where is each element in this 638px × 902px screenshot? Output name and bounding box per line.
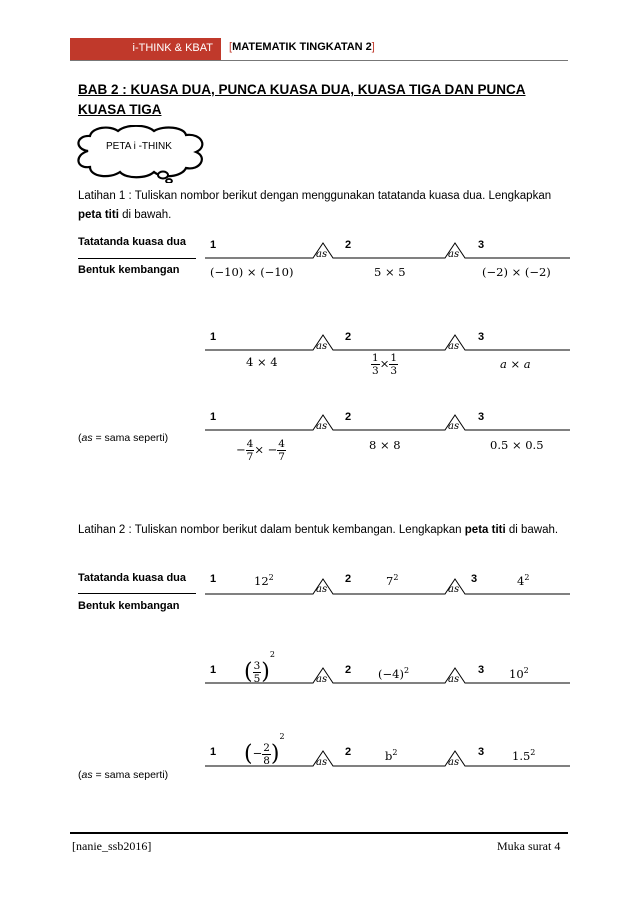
square-notation xyxy=(512,748,535,763)
left-paren: ( xyxy=(244,659,253,685)
bridge-num-2: 2 xyxy=(345,239,352,251)
instruction-tail: di bawah. xyxy=(505,524,559,536)
as-relating-factor: as xyxy=(316,341,328,352)
square-fraction-notation xyxy=(244,732,285,767)
as-relating-factor: as xyxy=(316,584,328,595)
bridge-num-3: 3 xyxy=(471,573,478,585)
square-notation xyxy=(385,748,397,763)
bridge-num-1: 1 xyxy=(210,573,217,585)
fraction xyxy=(277,438,286,463)
exercise2-instruction xyxy=(78,521,568,540)
bridge-line xyxy=(205,412,570,432)
note-text: = sama seperti) xyxy=(92,769,169,781)
header-badge xyxy=(70,38,221,60)
exponent: 2 xyxy=(269,650,275,659)
left-paren: ( xyxy=(244,741,253,767)
ex2-label-divider xyxy=(78,593,196,594)
bridge-num-1: 1 xyxy=(210,239,217,251)
bridge-num-2: 2 xyxy=(345,573,352,585)
bridge-num-3: 3 xyxy=(478,746,485,758)
header-subject xyxy=(229,41,375,53)
footer-author: [nanie_ssb2016] xyxy=(72,839,152,853)
open-bracket: [ xyxy=(229,41,233,53)
expansion-value: (−2) × (−2) xyxy=(482,265,551,279)
fraction xyxy=(253,660,262,685)
expansion-value: 0.5 × 0.5 xyxy=(490,438,544,452)
paren: ( xyxy=(78,432,82,444)
exponent: 2 xyxy=(393,573,399,582)
exponent: 2 xyxy=(279,732,285,741)
as-footnote xyxy=(78,432,168,444)
base: b xyxy=(385,748,393,763)
square-notation xyxy=(517,573,529,588)
bridge-line xyxy=(205,332,570,352)
square-notation xyxy=(509,666,529,681)
minus-sign: − xyxy=(252,746,263,760)
numerator: 1 xyxy=(372,352,379,364)
bridge-num-2: 2 xyxy=(345,411,352,423)
as-italic: as xyxy=(81,769,93,781)
right-paren: ) xyxy=(270,741,280,767)
base: (−4) xyxy=(378,666,404,681)
bridge-num-1: 1 xyxy=(210,411,217,423)
denominator: 5 xyxy=(253,672,261,685)
expansion-fraction-product: $\frac{1}{3}$ × $\frac{1}{3}$ xyxy=(372,352,398,377)
numerator: 4 xyxy=(278,438,285,450)
subject-text: MATEMATIK TINGKATAN 2 xyxy=(232,41,372,53)
bridge-num-2: 2 xyxy=(345,664,352,676)
denominator: 8 xyxy=(263,754,270,767)
denominator: 7 xyxy=(278,451,285,463)
base: 10 xyxy=(509,666,524,681)
as-footnote xyxy=(78,769,168,781)
ex1-label-notation: Tatatanda kuasa dua xyxy=(78,236,186,248)
bridge-num-3: 3 xyxy=(478,331,485,343)
square-fraction-notation xyxy=(244,650,275,685)
right-paren: ) xyxy=(261,659,270,685)
bridge-num-3: 3 xyxy=(478,664,485,676)
cloud-label: PETA i -THINK xyxy=(106,141,172,152)
base: 1.5 xyxy=(512,748,531,763)
denominator: 3 xyxy=(372,365,379,377)
denominator: 3 xyxy=(390,365,398,377)
as-relating-factor: as xyxy=(316,421,328,432)
expansion-value: 5 × 5 xyxy=(374,265,406,279)
bridge-num-1: 1 xyxy=(210,331,217,343)
numerator: 1 xyxy=(390,352,398,364)
as-relating-factor: as xyxy=(448,249,460,260)
instruction-text: Latihan 1 : Tuliskan nombor berikut dengan menggunakan tatatanda kuasa dua. Lengkapkan xyxy=(78,190,552,202)
denominator: 7 xyxy=(246,451,254,463)
as-relating-factor: as xyxy=(448,674,460,685)
header-divider xyxy=(70,60,568,61)
paren: ( xyxy=(78,769,82,781)
exponent: 2 xyxy=(268,573,274,582)
footer-divider xyxy=(70,832,568,834)
square-notation xyxy=(378,666,409,681)
bridge-num-1: 1 xyxy=(210,664,217,676)
as-relating-factor: as xyxy=(448,757,460,768)
instruction-tail: di bawah. xyxy=(118,209,172,221)
instruction-bold: peta titi xyxy=(78,209,119,221)
bridge-num-3: 3 xyxy=(478,411,485,423)
bridge-num-3: 3 xyxy=(478,239,485,251)
as-relating-factor: as xyxy=(448,584,460,595)
exponent: 2 xyxy=(530,748,536,757)
ex1-label-expansion: Bentuk kembangan xyxy=(78,264,180,276)
as-relating-factor: as xyxy=(316,757,328,768)
bridge-num-2: 2 xyxy=(345,746,352,758)
expansion-value: a × a xyxy=(500,357,531,371)
base: 12 xyxy=(254,573,269,588)
fraction xyxy=(389,352,398,377)
expansion-fraction-product xyxy=(236,438,286,463)
numerator: 3 xyxy=(253,659,261,672)
base: 7 xyxy=(386,573,394,588)
expansion-value: 4 × 4 xyxy=(246,355,278,369)
bridge-num-1: 1 xyxy=(210,746,217,758)
instruction-text: Latihan 2 : Tuliskan nombor berikut dalam bentuk kembangan. Lengkapkan xyxy=(78,524,465,536)
as-italic: as xyxy=(81,432,93,444)
page-number: Muka surat 4 xyxy=(497,839,561,853)
as-relating-factor: as xyxy=(316,674,328,685)
bridge-line xyxy=(205,240,570,260)
exponent: 2 xyxy=(392,748,398,757)
times-minus: × − xyxy=(254,442,278,457)
header-badge-text: i-THINK & KBAT xyxy=(132,42,213,54)
ex2-label-expansion: Bentuk kembangan xyxy=(78,600,180,612)
as-relating-factor: as xyxy=(448,341,460,352)
expansion-value: (−10) × (−10) xyxy=(210,265,294,279)
instruction-bold: peta titi xyxy=(464,524,506,536)
square-notation xyxy=(386,573,398,588)
minus-sign: − xyxy=(236,442,246,457)
numerator: 2 xyxy=(263,741,270,754)
close-bracket: ] xyxy=(371,41,375,53)
fraction xyxy=(371,352,380,377)
note-text: = sama seperti) xyxy=(92,432,169,444)
as-relating-factor: as xyxy=(316,249,328,260)
chapter-title: BAB 2 : KUASA DUA, PUNCA KUASA DUA, KUASA TIGA DAN PUNCA KUASA TIGA xyxy=(78,82,526,117)
exponent: 2 xyxy=(523,666,529,675)
exercise1-instruction xyxy=(78,187,568,225)
as-relating-factor: as xyxy=(448,421,460,432)
thought-cloud-icon xyxy=(70,125,210,183)
ex2-label-notation: Tatatanda kuasa dua xyxy=(78,572,186,584)
expansion-value: 8 × 8 xyxy=(369,438,401,452)
bridge-num-2: 2 xyxy=(345,331,352,343)
square-notation xyxy=(254,573,274,588)
numerator: 4 xyxy=(246,438,254,450)
exponent: 2 xyxy=(403,666,410,675)
exponent: 2 xyxy=(524,573,530,582)
ex1-label-divider xyxy=(78,258,196,259)
fraction xyxy=(262,742,271,767)
base: 4 xyxy=(517,573,525,588)
